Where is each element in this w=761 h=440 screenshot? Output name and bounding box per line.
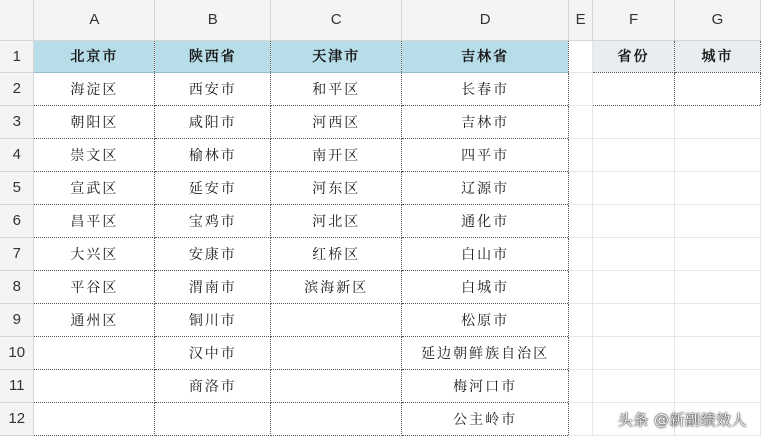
cell-a5[interactable]: 宣武区 xyxy=(34,171,155,204)
cell-a8[interactable]: 平谷区 xyxy=(34,270,155,303)
header-cell-g1[interactable]: 城市 xyxy=(675,40,761,72)
column-header-row xyxy=(0,0,761,40)
cell-a11[interactable] xyxy=(34,369,155,402)
cell-b5[interactable]: 延安市 xyxy=(155,171,271,204)
cell-b9[interactable]: 铜川市 xyxy=(155,303,271,336)
cell-c10[interactable] xyxy=(271,336,402,369)
table-row xyxy=(0,369,761,402)
cell-g10[interactable] xyxy=(675,336,761,369)
cell-g3[interactable] xyxy=(675,105,761,138)
row-header-9[interactable]: 9 xyxy=(0,303,34,336)
cell-g4[interactable] xyxy=(675,138,761,171)
cell-f5[interactable] xyxy=(593,171,675,204)
cell-b3[interactable]: 咸阳市 xyxy=(155,105,271,138)
cell-a3[interactable]: 朝阳区 xyxy=(34,105,155,138)
cell-c5[interactable]: 河东区 xyxy=(271,171,402,204)
cell-f11[interactable] xyxy=(593,369,675,402)
row-header-2[interactable]: 2 xyxy=(0,72,34,105)
cell-a10[interactable] xyxy=(34,336,155,369)
row-header-3[interactable]: 3 xyxy=(0,105,34,138)
cell-b4[interactable]: 榆林市 xyxy=(155,138,271,171)
cell-e9[interactable] xyxy=(569,303,593,336)
cell-b6[interactable]: 宝鸡市 xyxy=(155,204,271,237)
cell-b7[interactable]: 安康市 xyxy=(155,237,271,270)
cell-b11[interactable]: 商洛市 xyxy=(155,369,271,402)
cell-d7[interactable]: 白山市 xyxy=(402,237,569,270)
table-row xyxy=(0,105,761,138)
row-header-11[interactable]: 11 xyxy=(0,369,34,402)
cell-e1[interactable] xyxy=(569,40,593,72)
cell-d4[interactable]: 四平市 xyxy=(402,138,569,171)
cell-c3[interactable]: 河西区 xyxy=(271,105,402,138)
cell-g5[interactable] xyxy=(675,171,761,204)
cell-c12[interactable] xyxy=(271,402,402,435)
table-row xyxy=(0,237,761,270)
cell-a6[interactable]: 昌平区 xyxy=(34,204,155,237)
cell-d6[interactable]: 通化市 xyxy=(402,204,569,237)
table-row xyxy=(0,40,761,72)
province-input-cell-f2[interactable] xyxy=(593,72,675,105)
cell-b2[interactable]: 西安市 xyxy=(155,72,271,105)
cell-f3[interactable] xyxy=(593,105,675,138)
cell-a2[interactable]: 海淀区 xyxy=(34,72,155,105)
cell-f6[interactable] xyxy=(593,204,675,237)
cell-e11[interactable] xyxy=(569,369,593,402)
cell-f10[interactable] xyxy=(593,336,675,369)
column-header-b[interactable]: B xyxy=(155,0,271,40)
cell-d12[interactable]: 公主岭市 xyxy=(402,402,569,435)
cell-a7[interactable]: 大兴区 xyxy=(34,237,155,270)
cell-e5[interactable] xyxy=(569,171,593,204)
table-row xyxy=(0,336,761,369)
header-cell-d1[interactable]: 吉林省 xyxy=(402,40,569,72)
cell-d9[interactable]: 松原市 xyxy=(402,303,569,336)
cell-c6[interactable]: 河北区 xyxy=(271,204,402,237)
select-all-corner[interactable] xyxy=(0,0,34,40)
row-header-7[interactable]: 7 xyxy=(0,237,34,270)
cell-c7[interactable]: 红桥区 xyxy=(271,237,402,270)
cell-f7[interactable] xyxy=(593,237,675,270)
cell-g9[interactable] xyxy=(675,303,761,336)
header-cell-f1[interactable]: 省份 xyxy=(593,40,675,72)
row-header-8[interactable]: 8 xyxy=(0,270,34,303)
column-header-a[interactable]: A xyxy=(34,0,155,40)
cell-e7[interactable] xyxy=(569,237,593,270)
cell-a12[interactable] xyxy=(34,402,155,435)
row-header-5[interactable]: 5 xyxy=(0,171,34,204)
column-header-e[interactable]: E xyxy=(569,0,593,40)
cell-e10[interactable] xyxy=(569,336,593,369)
cell-d3[interactable]: 吉林市 xyxy=(402,105,569,138)
cell-g7[interactable] xyxy=(675,237,761,270)
cell-a9[interactable]: 通州区 xyxy=(34,303,155,336)
cell-f4[interactable] xyxy=(593,138,675,171)
row-header-4[interactable]: 4 xyxy=(0,138,34,171)
cell-e4[interactable] xyxy=(569,138,593,171)
column-header-c[interactable]: C xyxy=(271,0,402,40)
header-cell-b1[interactable]: 陕西省 xyxy=(155,40,271,72)
cell-e3[interactable] xyxy=(569,105,593,138)
cell-g6[interactable] xyxy=(675,204,761,237)
cell-g11[interactable] xyxy=(675,369,761,402)
cell-b12[interactable] xyxy=(155,402,271,435)
cell-c9[interactable] xyxy=(271,303,402,336)
row-header-1[interactable]: 1 xyxy=(0,40,34,72)
table-row xyxy=(0,138,761,171)
column-header-f[interactable]: F xyxy=(593,0,675,40)
cell-d5[interactable]: 辽源市 xyxy=(402,171,569,204)
cell-c8[interactable]: 滨海新区 xyxy=(271,270,402,303)
header-cell-a1[interactable]: 北京市 xyxy=(34,40,155,72)
table-row xyxy=(0,72,761,105)
cell-e2[interactable] xyxy=(569,72,593,105)
city-input-cell-g2[interactable] xyxy=(675,72,761,105)
cell-c11[interactable] xyxy=(271,369,402,402)
table-row xyxy=(0,204,761,237)
column-header-d[interactable]: D xyxy=(402,0,569,40)
cell-g8[interactable] xyxy=(675,270,761,303)
cell-a4[interactable]: 崇文区 xyxy=(34,138,155,171)
cell-d11[interactable]: 梅河口市 xyxy=(402,369,569,402)
row-header-10[interactable]: 10 xyxy=(0,336,34,369)
cell-c2[interactable]: 和平区 xyxy=(271,72,402,105)
cell-b8[interactable]: 渭南市 xyxy=(155,270,271,303)
watermark: 头条 @新副绩效人 xyxy=(617,411,747,429)
table-row xyxy=(0,270,761,303)
cell-d8[interactable]: 白城市 xyxy=(402,270,569,303)
cell-e6[interactable] xyxy=(569,204,593,237)
column-header-g[interactable]: G xyxy=(675,0,761,40)
cell-f9[interactable] xyxy=(593,303,675,336)
cell-b10[interactable]: 汉中市 xyxy=(155,336,271,369)
header-cell-c1[interactable]: 天津市 xyxy=(271,40,402,72)
cell-d10[interactable]: 延边朝鲜族自治区 xyxy=(402,336,569,369)
cell-e8[interactable] xyxy=(569,270,593,303)
table-row xyxy=(0,303,761,336)
table-row xyxy=(0,171,761,204)
cell-f8[interactable] xyxy=(593,270,675,303)
row-header-6[interactable]: 6 xyxy=(0,204,34,237)
cell-e12[interactable] xyxy=(569,402,593,435)
cell-c4[interactable]: 南开区 xyxy=(271,138,402,171)
row-header-12[interactable]: 12 xyxy=(0,402,34,435)
cell-d2[interactable]: 长春市 xyxy=(402,72,569,105)
